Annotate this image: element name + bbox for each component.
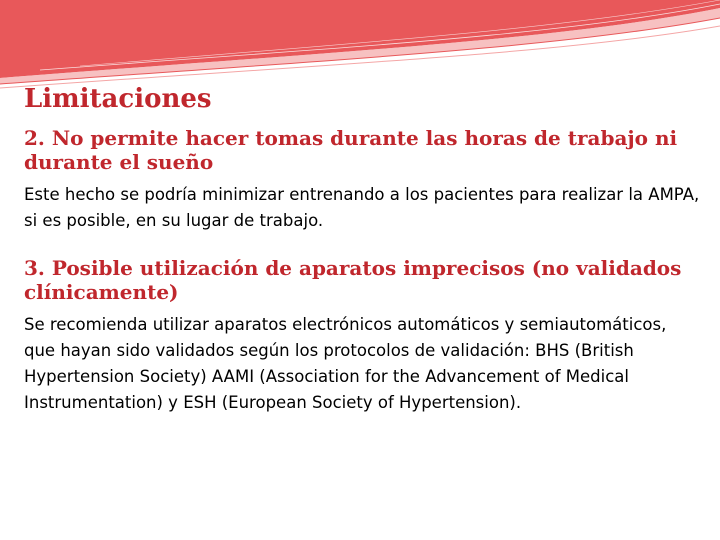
slide-title: Limitaciones (24, 84, 212, 114)
header-decoration (0, 0, 720, 90)
section-body: Se recomienda utilizar aparatos electrónicos automáticos y semiautomáticos, que hayan sido validados según los protocolos de validación: BHS (British Hypertension Society) AAMI (Association for the Advancement of Medical Instrumentation) y ESH (European Society of Hypertension). (24, 315, 667, 412)
section-heading: 3. Posible utilización de aparatos imprecisos (no validados clínicamente) (24, 256, 682, 304)
section-heading: 2. No permite hacer tomas durante las horas de trabajo ni durante el sueño (24, 126, 678, 174)
slide-content (24, 82, 700, 416)
section-limitation-2 (24, 126, 700, 234)
section-limitation-3 (24, 256, 700, 416)
section-body: Este hecho se podría minimizar entrenando a los pacientes para realizar la AMPA, si es posible, en su lugar de trabajo. (24, 185, 700, 230)
